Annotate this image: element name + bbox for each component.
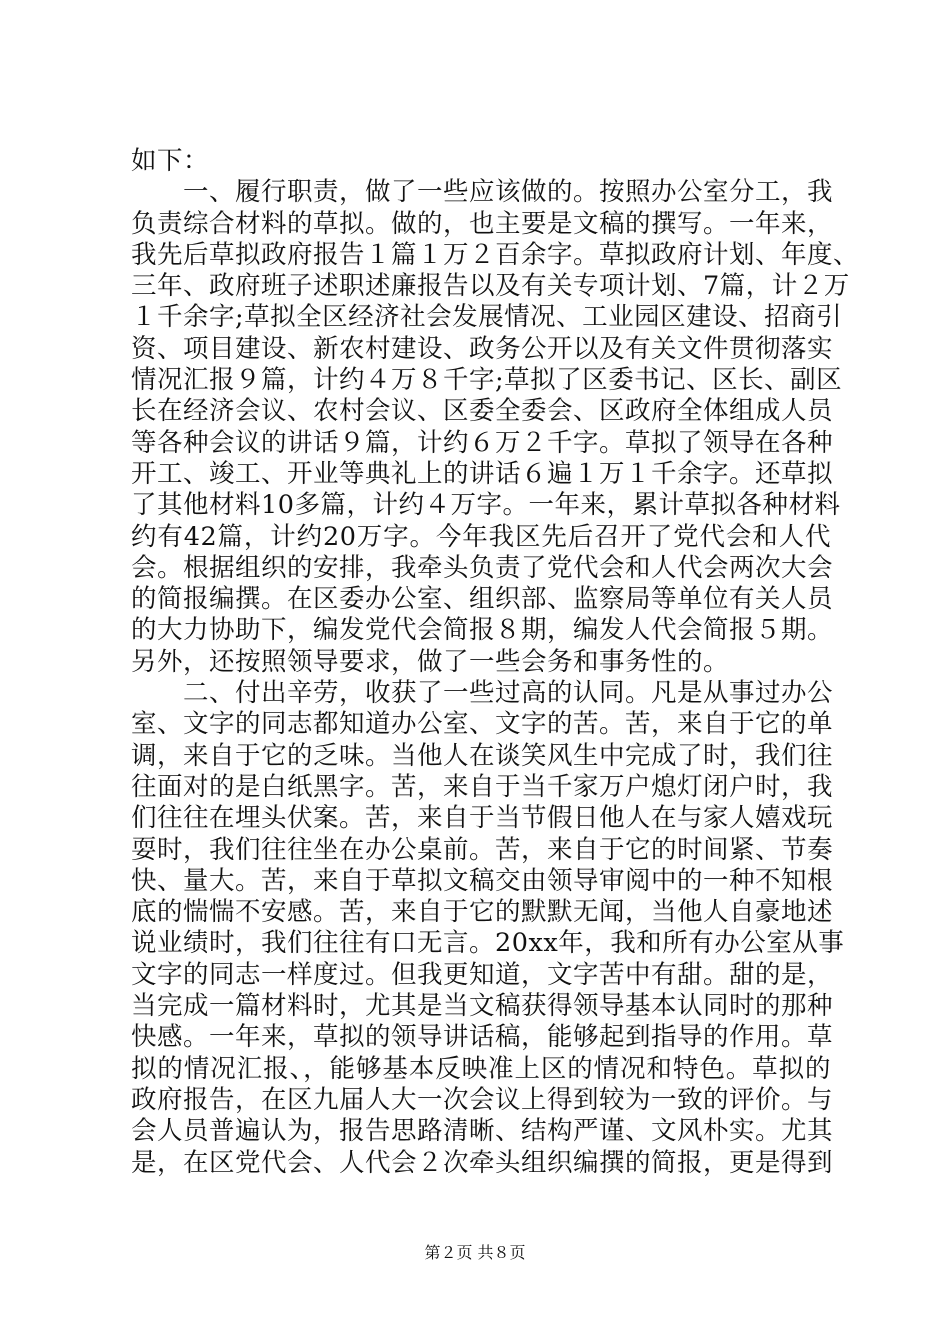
text-line: 另外，还按照领导要求，做了一些会务和事务性的。 <box>131 646 730 677</box>
text-line: 快感。一年来，草拟的领导讲话稿，能够起到指导的作用。草 <box>131 1022 834 1053</box>
page-number-footer: 第２页 共８页 <box>424 1243 526 1262</box>
text-line: 了其他材料10多篇，计约４万字。一年来，累计草拟各种材料 <box>131 490 841 521</box>
text-line: 会。根据组织的安排，我牵头负责了党代会和人代会两次大会 <box>131 552 834 583</box>
text-line: 负责综合材料的草拟。做的，也主要是文稿的撰写。一年来， <box>131 208 834 239</box>
text-line: 等各种会议的讲话９篇，计约６万２千字。草拟了领导在各种 <box>131 427 834 458</box>
text-line: 文字的同志一样度过。但我更知道，文字苦中有甜。甜的是， <box>131 959 834 990</box>
text-line: 往面对的是白纸黑字。苦，来自于当千家万户熄灯闭户时，我 <box>131 771 834 802</box>
text-line: 说业绩时，我们往往有口无言。20xx年，我和所有办公室从事 <box>131 928 845 959</box>
text-line: 约有42篇，计约20万字。今年我区先后召开了党代会和人代 <box>131 521 831 552</box>
text-line: 资、项目建设、新农村建设、政务公开以及有关文件贯彻落实 <box>131 333 834 364</box>
text-line: 室、文字的同志都知道办公室、文字的苦。苦，来自于它的单 <box>131 709 834 740</box>
text-line: 调，来自于它的乏味。当他人在谈笑风生中完成了时，我们往 <box>131 740 834 771</box>
text-line: 拟的情况汇报、，能够基本反映准上区的情况和特色。草拟的 <box>131 1053 831 1084</box>
text-line: 长在经济会议、农村会议、区委全委会、区政府全体组成人员 <box>131 396 834 427</box>
text-line: 的大力协助下，编发党代会简报８期，编发人代会简报５期。 <box>131 615 834 646</box>
text-line: 快、量大。苦，来自于草拟文稿交由领导审阅中的一种不知根 <box>131 865 834 896</box>
text-line: 当完成一篇材料时，尤其是当文稿获得领导基本认同时的那种 <box>131 991 834 1022</box>
text-line: 政府报告，在区九届人大一次会议上得到较为一致的评价。与 <box>131 1084 834 1115</box>
text-line: 我先后草拟政府报告１篇１万２百余字。草拟政府计划、年度、 <box>131 239 860 270</box>
text-line: 开工、竣工、开业等典礼上的讲话６遍１万１千余字。还草拟 <box>131 458 834 489</box>
text-line: 情况汇报９篇，计约４万８千字;草拟了区委书记、区长、副区 <box>131 365 843 396</box>
text-line: 们往往在埋头伏案。苦，来自于当节假日他人在与家人嬉戏玩 <box>131 803 834 834</box>
text-line: 二、付出辛劳，收获了一些过高的认同。凡是从事过办公 <box>131 678 834 709</box>
text-line: １千余字;草拟全区经济社会发展情况、工业园区建设、招商引 <box>131 302 843 333</box>
text-line: 三年、政府班子述职述廉报告以及有关专项计划、7篇，计２万 <box>131 271 850 302</box>
body-text <box>131 146 860 1179</box>
text-line: 一、履行职责，做了一些应该做的。按照办公室分工，我 <box>131 177 834 208</box>
text-line: 耍时，我们往往坐在办公桌前。苦，来自于它的时间紧、节奏 <box>131 834 834 865</box>
text-line: 底的惴惴不安感。苦，来自于它的默默无闻，当他人自豪地述 <box>131 897 834 928</box>
text-line: 是，在区党代会、人代会２次牵头组织编撰的简报，更是得到 <box>131 1147 834 1178</box>
text-line: 会人员普遍认为，报告思路清晰、结构严谨、文风朴实。尤其 <box>131 1116 834 1147</box>
text-line: 如下： <box>131 146 210 176</box>
text-line: 的简报编撰。在区委办公室、组织部、监察局等单位有关人员 <box>131 584 834 615</box>
